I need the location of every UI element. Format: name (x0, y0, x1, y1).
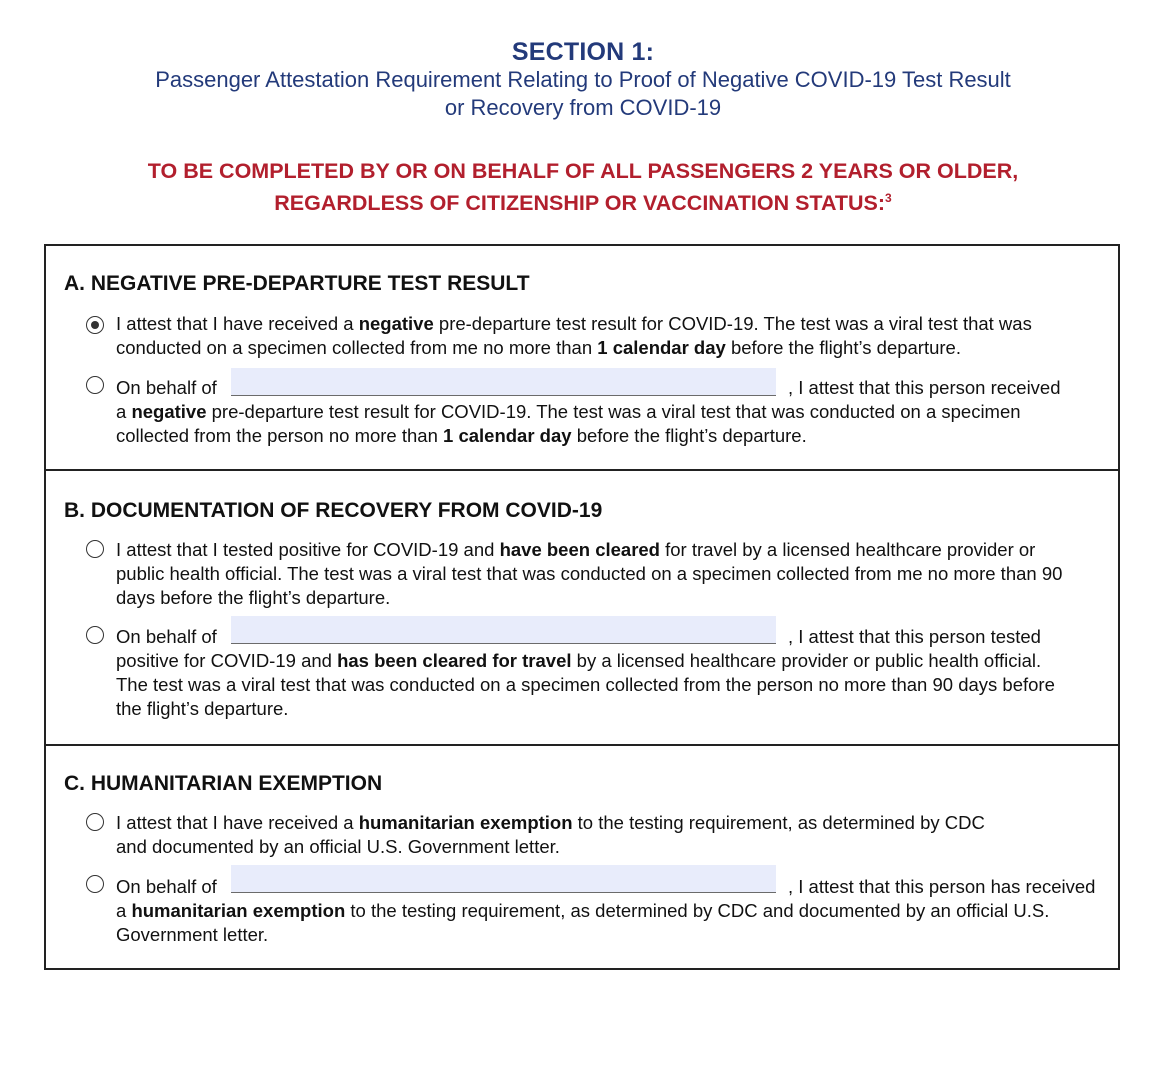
subtitle-line-2: or Recovery from COVID-19 (444, 95, 722, 120)
section-title: SECTION 1: (511, 38, 655, 66)
radio-c-behalf[interactable] (86, 875, 104, 893)
option-c-self-text: I attest that I have received a humanitarian exemption to the testing requirement, as determined by CDC and documented by an official U.S. Government letter. (116, 812, 985, 857)
option-b-behalf-prefix: On behalf of (116, 626, 217, 647)
section-a-heading: A. NEGATIVE PRE-DEPARTURE TEST RESULT (64, 272, 530, 295)
option-a-behalf-text: a negative pre-departure test result for COVID-19. The test was a viral test that was conducted on a specimen collected from the person no more than 1 calendar day before the flight’s departure. (116, 401, 1021, 446)
instruction-line-2-text: REGARDLESS OF CITIZENSHIP OR VACCINATION STATUS: (274, 191, 886, 216)
option-b-self-text: I attest that I tested positive for COVID-19 and have been cleared for travel by a licensed healthcare provider or public health official. The test was a viral test that was conducted on a specimen collected from me no more than 90 days before the flight’s departure. (116, 539, 1063, 608)
radio-a-self[interactable] (86, 316, 104, 334)
instruction-line-2 (0, 185, 1166, 217)
section-divider-bc (46, 744, 1118, 746)
section-subtitle (0, 66, 1166, 122)
behalf-name-field-b[interactable] (231, 616, 776, 644)
attestation-box (44, 244, 1120, 970)
option-c-behalf-suffix: , I attest that this person has received (788, 876, 1096, 897)
option-a-self-text: I attest that I have received a negative pre-departure test result for COVID-19. The test was a viral test that was conducted on a specimen collected from me no more than 1 calendar day before the flight’s departure. (116, 313, 1032, 358)
section-b-heading: B. DOCUMENTATION OF RECOVERY FROM COVID-19 (64, 499, 603, 522)
instruction-line-1: TO BE COMPLETED BY OR ON BEHALF OF ALL PASSENGERS 2 YEARS OR OLDER, (147, 159, 1019, 183)
behalf-name-field-a[interactable] (231, 368, 776, 396)
option-b-behalf-suffix: , I attest that this person tested (788, 626, 1041, 647)
radio-b-self[interactable] (86, 540, 104, 558)
radio-b-behalf[interactable] (86, 626, 104, 644)
subtitle-line-1: Passenger Attestation Requirement Relating to Proof of Negative COVID-19 Test Result (155, 67, 1011, 92)
option-a-behalf-suffix: , I attest that this person received (788, 377, 1061, 398)
option-c-behalf-prefix: On behalf of (116, 876, 217, 897)
radio-c-self[interactable] (86, 813, 104, 831)
completion-instruction (0, 158, 1166, 217)
section-c-heading: C. HUMANITARIAN EXEMPTION (64, 772, 383, 795)
option-c-behalf-text: a humanitarian exemption to the testing requirement, as determined by CDC and documented by an official U.S. Government letter. (116, 900, 1050, 945)
option-b-behalf-text: positive for COVID-19 and has been cleared for travel by a licensed healthcare provider or public health official. The test was a viral test that was conducted on a specimen collected from the person no more than 90 days before the flight’s departure. (116, 650, 1055, 719)
footnote-mark: 3 (885, 191, 892, 205)
behalf-name-field-c[interactable] (231, 865, 776, 893)
section-divider-ab (46, 469, 1118, 471)
option-a-behalf-prefix: On behalf of (116, 377, 217, 398)
radio-a-behalf[interactable] (86, 376, 104, 394)
